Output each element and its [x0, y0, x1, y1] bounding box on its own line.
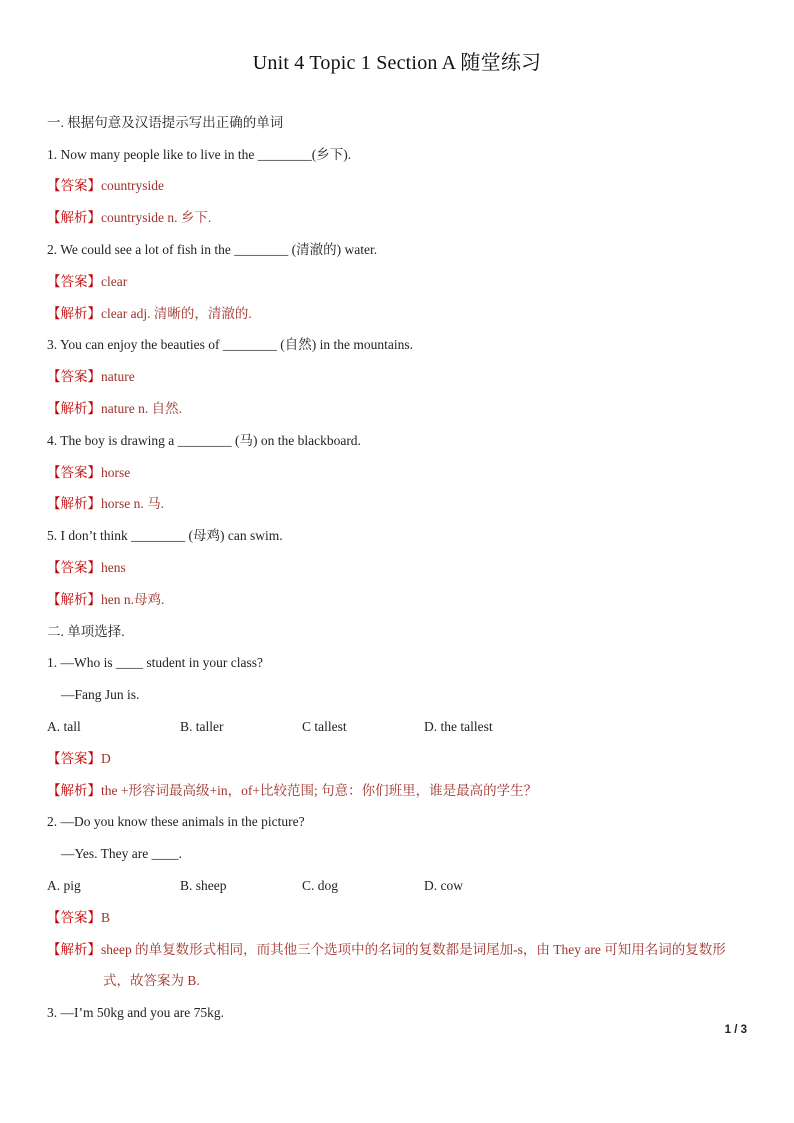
question-1-5: 5. I don’t think ________ (母鸡) can swim. — [47, 528, 283, 543]
analysis-tag: 【解析】 — [47, 306, 101, 321]
analysis-1-5 — [47, 590, 757, 610]
answer-text: horse — [101, 465, 131, 480]
mc1-option-c: C tallest — [302, 719, 347, 734]
analysis-text: countryside n. 乡下. — [101, 210, 212, 225]
analysis-text: hen n.母鸡. — [101, 592, 165, 607]
analysis-text: the +形容词最高级+in，of+比较范围; 句意：你们班里，谁是最高的学生？ — [101, 783, 538, 798]
question-1-2: 2. We could see a lot of fish in the ________ (清澈的) water. — [47, 242, 378, 257]
answer-text: D — [101, 751, 111, 766]
mc1-analysis — [47, 781, 757, 801]
analysis-text-continued: 式，故答案为 B. — [103, 973, 200, 988]
answer-tag: 【答案】 — [47, 560, 101, 575]
analysis-tag: 【解析】 — [47, 592, 101, 607]
analysis-1-4 — [47, 494, 757, 514]
question-1-3: 3. You can enjoy the beauties of ________ (自然) in the mountains. — [47, 337, 413, 352]
answer-tag: 【答案】 — [47, 910, 101, 925]
page-number: 1 / 3 — [724, 1024, 747, 1036]
analysis-tag: 【解析】 — [47, 401, 101, 416]
mc2-answer — [47, 908, 757, 928]
mc2-option-a: A. pig — [47, 878, 81, 893]
analysis-1-3 — [47, 399, 757, 419]
mc-question-2: 2. —Do you know these animals in the picture? — [47, 814, 305, 829]
answer-text: countryside — [101, 178, 164, 193]
mc1-option-b: B. taller — [180, 719, 224, 734]
question-1-1: 1. Now many people like to live in the ________(乡下). — [47, 147, 352, 162]
question-1-4: 4. The boy is drawing a ________ (马) on the blackboard. — [47, 433, 361, 448]
analysis-text: clear adj. 清晰的，清澈的. — [101, 306, 252, 321]
page-title: Unit 4 Topic 1 Section A 随堂练习 — [252, 52, 542, 74]
analysis-1-2 — [47, 304, 757, 324]
answer-tag: 【答案】 — [47, 465, 101, 480]
answer-1-4 — [47, 463, 757, 483]
answer-tag: 【答案】 — [47, 178, 101, 193]
analysis-1-1 — [47, 208, 757, 228]
answer-tag: 【答案】 — [47, 369, 101, 384]
answer-1-1 — [47, 176, 757, 196]
mc1-option-a: A. tall — [47, 719, 81, 734]
analysis-text: nature n. 自然. — [101, 401, 182, 416]
mc2-analysis — [47, 940, 757, 960]
answer-tag: 【答案】 — [47, 274, 101, 289]
mc-reply-1: —Fang Jun is. — [61, 687, 140, 702]
answer-text: hens — [101, 560, 126, 575]
mc1-option-d: D. the tallest — [424, 719, 493, 734]
mc2-option-d: D. cow — [424, 878, 463, 893]
mc2-option-b: B. sheep — [180, 878, 227, 893]
mc1-answer — [47, 749, 757, 769]
analysis-text: horse n. 马. — [101, 496, 164, 511]
analysis-tag: 【解析】 — [47, 783, 101, 798]
section-two-heading: 二. 单项选择. — [47, 624, 125, 639]
mc-reply-2: —Yes. They are ____. — [61, 846, 182, 861]
analysis-tag: 【解析】 — [47, 942, 101, 957]
mc2-analysis-continued — [103, 971, 794, 991]
analysis-tag: 【解析】 — [47, 496, 101, 511]
mc2-option-c: C. dog — [302, 878, 339, 893]
answer-1-3 — [47, 367, 757, 387]
answer-text: nature — [101, 369, 135, 384]
section-one-heading: 一. 根据句意及汉语提示写出正确的单词 — [47, 115, 284, 130]
analysis-text: sheep 的单复数形式相同，而其他三个选项中的名词的复数都是词尾加-s，由 They are 可知用名词的复数形 — [101, 942, 726, 957]
answer-tag: 【答案】 — [47, 751, 101, 766]
answer-1-2 — [47, 272, 757, 292]
answer-text: clear — [101, 274, 128, 289]
answer-1-5 — [47, 558, 757, 578]
answer-text: B — [101, 910, 111, 925]
mc-question-1: 1. —Who is ____ student in your class? — [47, 655, 263, 670]
analysis-tag: 【解析】 — [47, 210, 101, 225]
mc-question-3: 3. —I’m 50kg and you are 75kg. — [47, 1005, 224, 1020]
